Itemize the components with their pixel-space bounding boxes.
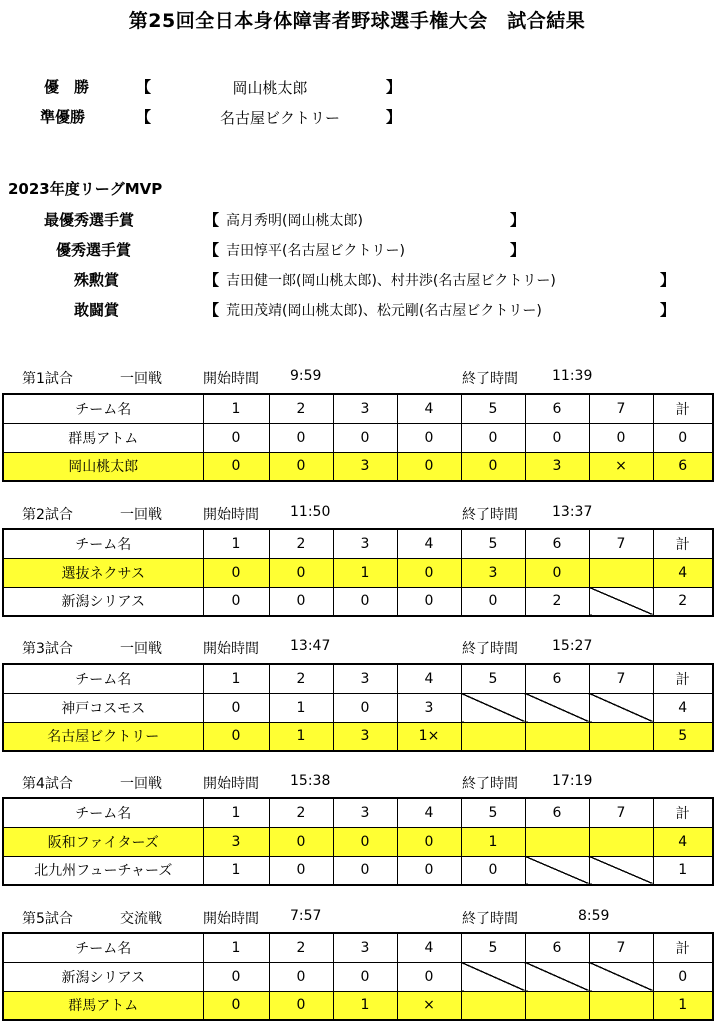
- team-name: 神戸コスモス: [3, 693, 203, 722]
- runnerup-close-bracket: 】: [386, 108, 402, 126]
- award-close-bracket: 】: [510, 241, 526, 259]
- score-table: [2, 393, 714, 482]
- inning-score: 0: [203, 558, 269, 587]
- end-time-label: 終了時間: [462, 776, 518, 792]
- game-round: 交流戦: [120, 911, 162, 927]
- game-round: 一回戦: [120, 507, 162, 523]
- total-score: 1: [653, 856, 713, 885]
- score-header-row: [3, 394, 713, 423]
- inning-column-header: 2: [269, 529, 333, 558]
- team-name: 群馬アトム: [3, 423, 203, 452]
- score-table: [2, 797, 714, 886]
- total-score: 0: [653, 423, 713, 452]
- total-score: 0: [653, 962, 713, 991]
- inning-score: 0: [269, 587, 333, 616]
- team-column-header: チーム名: [3, 798, 203, 827]
- end-time-label: 終了時間: [462, 911, 518, 927]
- award-close-bracket: 】: [660, 271, 676, 289]
- award-open-bracket: 【: [204, 211, 220, 229]
- end-time: 13:37: [552, 504, 593, 520]
- team-row: [3, 587, 713, 616]
- inning-column-header: 5: [461, 529, 525, 558]
- winning-team-row: [3, 991, 713, 1020]
- team-row: [3, 693, 713, 722]
- inning-column-header: 3: [333, 933, 397, 962]
- inning-score: 0: [397, 452, 461, 481]
- inning-score: 0: [203, 587, 269, 616]
- unplayed-inning-cell: [589, 991, 653, 1020]
- inning-score: 0: [397, 827, 461, 856]
- unplayed-inning-cell: [461, 722, 525, 751]
- inning-score: 0: [461, 587, 525, 616]
- team-name: 名古屋ビクトリー: [3, 722, 203, 751]
- end-time: 15:27: [552, 638, 593, 654]
- team-row: [3, 856, 713, 885]
- unplayed-inning-cell: [589, 827, 653, 856]
- unplayed-inning-cell: [589, 587, 653, 616]
- inning-score: 3: [333, 722, 397, 751]
- game-round: 一回戦: [120, 776, 162, 792]
- end-time: 11:39: [552, 368, 593, 384]
- inning-score: 0: [203, 423, 269, 452]
- inning-score: 2: [525, 587, 589, 616]
- total-column-header: 計: [653, 529, 713, 558]
- total-column-header: 計: [653, 394, 713, 423]
- team-name: 阪和ファイターズ: [3, 827, 203, 856]
- start-time-label: 開始時間: [203, 911, 259, 927]
- total-column-header: 計: [653, 933, 713, 962]
- inning-score: 0: [397, 558, 461, 587]
- award-label: 殊勲賞: [74, 271, 120, 289]
- inning-column-header: 4: [397, 798, 461, 827]
- inning-score: 3: [525, 452, 589, 481]
- inning-score: 0: [269, 423, 333, 452]
- score-table: [2, 663, 714, 752]
- inning-score: 0: [203, 722, 269, 751]
- inning-column-header: 4: [397, 394, 461, 423]
- award-open-bracket: 【: [204, 301, 220, 319]
- total-column-header: 計: [653, 798, 713, 827]
- winner-team: 岡山桃太郎: [232, 79, 308, 97]
- team-column-header: チーム名: [3, 394, 203, 423]
- runnerup-label: 準優勝: [40, 108, 86, 126]
- inning-score: 0: [333, 856, 397, 885]
- page-title: 第25回全日本身体障害者野球選手権大会 試合結果: [128, 10, 586, 32]
- score-header-row: [3, 798, 713, 827]
- inning-column-header: 3: [333, 664, 397, 693]
- end-time-label: 終了時間: [462, 371, 518, 387]
- inning-score: 0: [269, 962, 333, 991]
- unplayed-inning-cell: [525, 827, 589, 856]
- inning-score: 0: [333, 423, 397, 452]
- inning-score: 1: [269, 722, 333, 751]
- end-time: 17:19: [552, 773, 593, 789]
- inning-score: 0: [525, 423, 589, 452]
- inning-column-header: 6: [525, 394, 589, 423]
- total-column-header: 計: [653, 664, 713, 693]
- inning-column-header: 7: [589, 529, 653, 558]
- winning-team-row: [3, 452, 713, 481]
- inning-score: 0: [269, 827, 333, 856]
- team-row: [3, 962, 713, 991]
- unplayed-inning-cell: [461, 693, 525, 722]
- inning-score: 0: [397, 856, 461, 885]
- team-name: 新潟シリアス: [3, 962, 203, 991]
- total-score: 4: [653, 558, 713, 587]
- end-time: 8:59: [578, 908, 610, 924]
- award-label: 優秀選手賞: [56, 241, 132, 259]
- score-table: [2, 932, 714, 1021]
- inning-column-header: 1: [203, 664, 269, 693]
- winner-close-bracket: 】: [386, 78, 402, 96]
- inning-column-header: 4: [397, 529, 461, 558]
- inning-score: ×: [397, 991, 461, 1020]
- total-score: 4: [653, 827, 713, 856]
- inning-column-header: 6: [525, 664, 589, 693]
- game-number: 第2試合: [22, 507, 73, 523]
- game-header: [0, 773, 714, 793]
- team-name: 群馬アトム: [3, 991, 203, 1020]
- team-column-header: チーム名: [3, 933, 203, 962]
- unplayed-inning-cell: [589, 856, 653, 885]
- inning-score: 0: [461, 452, 525, 481]
- award-open-bracket: 【: [204, 271, 220, 289]
- inning-column-header: 5: [461, 933, 525, 962]
- inning-column-header: 2: [269, 664, 333, 693]
- runnerup-team: 名古屋ビクトリー: [219, 109, 340, 127]
- winning-team-row: [3, 827, 713, 856]
- inning-score: ×: [589, 452, 653, 481]
- inning-score: 3: [333, 452, 397, 481]
- game-header: [0, 504, 714, 524]
- team-row: [3, 423, 713, 452]
- inning-score: 1: [203, 856, 269, 885]
- award-close-bracket: 】: [510, 211, 526, 229]
- inning-score: 1×: [397, 722, 461, 751]
- team-column-header: チーム名: [3, 529, 203, 558]
- start-time: 7:57: [290, 908, 322, 924]
- winning-team-row: [3, 722, 713, 751]
- inning-column-header: 5: [461, 798, 525, 827]
- inning-column-header: 3: [333, 394, 397, 423]
- inning-column-header: 1: [203, 933, 269, 962]
- inning-score: 0: [333, 693, 397, 722]
- inning-score: 0: [333, 827, 397, 856]
- inning-score: 1: [333, 558, 397, 587]
- team-column-header: チーム名: [3, 664, 203, 693]
- inning-score: 0: [269, 856, 333, 885]
- inning-column-header: 1: [203, 529, 269, 558]
- inning-score: 0: [589, 423, 653, 452]
- team-name: 岡山桃太郎: [3, 452, 203, 481]
- runnerup-open-bracket: 【: [136, 108, 152, 126]
- unplayed-inning-cell: [525, 856, 589, 885]
- total-score: 6: [653, 452, 713, 481]
- game-round: 一回戦: [120, 371, 162, 387]
- game-header: [0, 638, 714, 658]
- unplayed-inning-cell: [461, 991, 525, 1020]
- inning-score: 0: [397, 423, 461, 452]
- game-header: [0, 908, 714, 928]
- score-table: [2, 528, 714, 617]
- inning-column-header: 7: [589, 933, 653, 962]
- unplayed-inning-cell: [525, 693, 589, 722]
- inning-column-header: 6: [525, 798, 589, 827]
- start-time: 9:59: [290, 368, 322, 384]
- inning-score: 0: [203, 452, 269, 481]
- end-time-label: 終了時間: [462, 507, 518, 523]
- award-label: 敢闘賞: [74, 301, 120, 319]
- unplayed-inning-cell: [525, 722, 589, 751]
- inning-column-header: 3: [333, 798, 397, 827]
- inning-score: 0: [203, 693, 269, 722]
- inning-score: 0: [525, 558, 589, 587]
- inning-column-header: 5: [461, 664, 525, 693]
- inning-score: 1: [461, 827, 525, 856]
- winner-label: 優 勝: [44, 78, 90, 96]
- start-time-label: 開始時間: [203, 507, 259, 523]
- inning-column-header: 7: [589, 798, 653, 827]
- game-number: 第3試合: [22, 641, 73, 657]
- start-time-label: 開始時間: [203, 371, 259, 387]
- inning-column-header: 2: [269, 798, 333, 827]
- award-close-bracket: 】: [660, 301, 676, 319]
- inning-column-header: 4: [397, 664, 461, 693]
- inning-score: 0: [269, 991, 333, 1020]
- unplayed-inning-cell: [461, 962, 525, 991]
- winning-team-row: [3, 558, 713, 587]
- score-header-row: [3, 664, 713, 693]
- end-time-label: 終了時間: [462, 641, 518, 657]
- inning-column-header: 3: [333, 529, 397, 558]
- total-score: 5: [653, 722, 713, 751]
- award-value: 高月秀明(岡山桃太郎): [226, 213, 363, 229]
- start-time-label: 開始時間: [203, 641, 259, 657]
- inning-column-header: 4: [397, 933, 461, 962]
- inning-column-header: 2: [269, 933, 333, 962]
- inning-score: 0: [269, 452, 333, 481]
- inning-score: 0: [461, 423, 525, 452]
- unplayed-inning-cell: [525, 962, 589, 991]
- inning-score: 3: [203, 827, 269, 856]
- award-open-bracket: 【: [204, 241, 220, 259]
- inning-column-header: 1: [203, 394, 269, 423]
- inning-score: 0: [269, 558, 333, 587]
- total-score: 4: [653, 693, 713, 722]
- game-header: [0, 368, 714, 388]
- score-header-row: [3, 529, 713, 558]
- inning-score: 1: [269, 693, 333, 722]
- inning-column-header: 5: [461, 394, 525, 423]
- inning-column-header: 7: [589, 394, 653, 423]
- game-number: 第4試合: [22, 776, 73, 792]
- game-number: 第1試合: [22, 371, 73, 387]
- inning-score: 0: [203, 962, 269, 991]
- total-score: 2: [653, 587, 713, 616]
- winner-open-bracket: 【: [136, 78, 152, 96]
- inning-column-header: 7: [589, 664, 653, 693]
- award-label: 最優秀選手賞: [44, 211, 135, 229]
- award-value: 吉田惇平(名古屋ビクトリー): [226, 243, 405, 259]
- inning-score: 0: [203, 991, 269, 1020]
- award-value: 吉田健一郎(岡山桃太郎)、村井渉(名古屋ビクトリー): [226, 273, 556, 289]
- unplayed-inning-cell: [589, 722, 653, 751]
- start-time: 11:50: [290, 504, 331, 520]
- game-number: 第5試合: [22, 911, 73, 927]
- inning-score: 1: [333, 991, 397, 1020]
- inning-score: 0: [333, 962, 397, 991]
- start-time: 13:47: [290, 638, 331, 654]
- inning-score: 3: [461, 558, 525, 587]
- inning-column-header: 2: [269, 394, 333, 423]
- start-time-label: 開始時間: [203, 776, 259, 792]
- unplayed-inning-cell: [525, 991, 589, 1020]
- unplayed-inning-cell: [589, 558, 653, 587]
- inning-column-header: 6: [525, 933, 589, 962]
- inning-score: 0: [397, 962, 461, 991]
- total-score: 1: [653, 991, 713, 1020]
- inning-column-header: 1: [203, 798, 269, 827]
- inning-score: 0: [333, 587, 397, 616]
- team-name: 新潟シリアス: [3, 587, 203, 616]
- team-name: 選抜ネクサス: [3, 558, 203, 587]
- score-header-row: [3, 933, 713, 962]
- team-name: 北九州フューチャーズ: [3, 856, 203, 885]
- inning-score: 0: [461, 856, 525, 885]
- inning-score: 0: [397, 587, 461, 616]
- mvp-heading: 2023年度リーグMVP: [8, 180, 163, 198]
- unplayed-inning-cell: [589, 693, 653, 722]
- award-value: 荒田茂靖(岡山桃太郎)、松元剛(名古屋ビクトリー): [226, 303, 542, 319]
- inning-column-header: 6: [525, 529, 589, 558]
- inning-score: 3: [397, 693, 461, 722]
- unplayed-inning-cell: [589, 962, 653, 991]
- game-round: 一回戦: [120, 641, 162, 657]
- start-time: 15:38: [290, 773, 331, 789]
